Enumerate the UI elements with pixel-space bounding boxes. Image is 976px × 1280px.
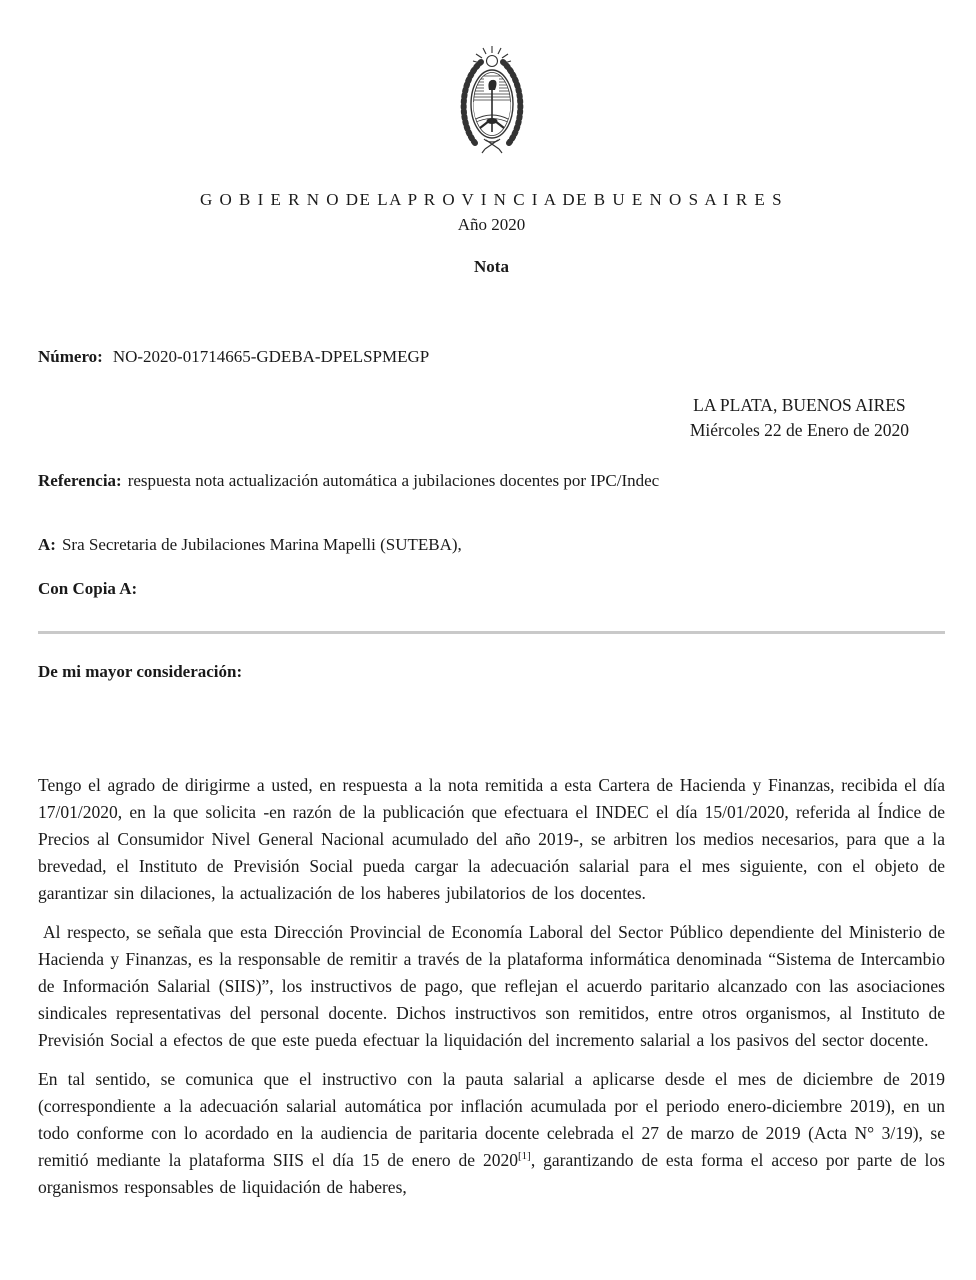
paragraph-3-text: En tal sentido, se comunica que el instructivo con la pauta salarial a aplicarse desde el mes de diciembre de 2019 (correspondiente a la adecuación salarial automática por inflación acumulada por el periodo enero-diciembre 2019), en un todo conforme con lo acordado en la audiencia de paritaria docente celebrada el 27 de marzo de 2019 (Acta N° 3/19), se remitió mediante la plataforma SIIS el día 15 de enero de 2020 <box>38 1069 945 1170</box>
paragraph-2: Al respecto, se señala que esta Dirección Provincial de Economía Laboral del Sector Público dependiente del Ministerio de Hacienda y Finanzas, es la responsable de remitir a través de la plataforma informática denominada “Sistema de Intercambio de Información Salarial (SIIS)”, los instructivos de pago, que reflejan el acuerdo paritario alcanzado con las asociaciones sindicales representativas del personal docente. Dichos instructivos son remitidos, entre otros organismos, al Instituto de Previsión Social a efectos de que este pueda efectuar la liquidación del incremento salarial a los pasivos del sector docente. <box>38 922 945 1050</box>
footnote-marker: [1] <box>517 1150 531 1163</box>
date-line: Miércoles 22 de Enero de 2020 <box>689 420 909 440</box>
paragraph-3-text-after-footnote: , garantizando de esta forma el acceso por parte de los organismos responsables de liquidación de haberes, <box>38 1150 945 1197</box>
document-type-title: Nota <box>474 257 509 276</box>
numero-value: NO-2020-01714665-GDEBA-DPELSPMEGP <box>112 347 430 366</box>
paragraph-3 <box>38 1066 945 1201</box>
letter-body <box>38 772 945 1201</box>
recipient-value: Sra Secretaria de Jubilaciones Marina Mapelli (SUTEBA), <box>61 535 462 554</box>
place-line: LA PLATA, BUENOS AIRES <box>693 395 906 415</box>
numero-row <box>38 347 945 367</box>
referencia-value: respuesta nota actualización automática a jubilaciones docentes por IPC/Indec <box>127 471 660 490</box>
paragraph-1: Tengo el agrado de dirigirme a usted, en respuesta a la nota remitida a esta Cartera de Hacienda y Finanzas, recibida el día 17/01/2020, en la que solicita -en razón de la publicación que efectuara el INDEC el día 15/01/2020, referida al Índice de Precios al Consumidor Nivel General Nacional acumulado del año 2019-, se arbitren los medios necesarios, para que a la brevedad, el Instituto de Previsión Social pueda cargar la adecuación salarial para el mes siguiente, con el objeto de garantizar sin dilaciones, la actualización de los haberes jubilatorios de los docentes. <box>38 775 945 903</box>
emblem-container <box>38 44 945 154</box>
referencia-row <box>38 471 945 491</box>
cc-label: Con Copia A: <box>38 579 138 598</box>
year-line: Año 2020 <box>457 215 526 234</box>
divider <box>38 631 945 634</box>
coat-of-arms-icon <box>456 44 528 156</box>
salutation: De mi mayor consideración: <box>38 662 243 681</box>
recipient-label: A: <box>38 535 56 554</box>
place-date-block <box>690 393 909 443</box>
referencia-label: Referencia: <box>38 471 122 490</box>
recipient-row <box>38 535 945 555</box>
government-title: G O B I E R N O DE LA P R O V I N C I A DE B U E N O S A I R E S <box>199 190 784 209</box>
numero-label: Número: <box>38 347 103 366</box>
